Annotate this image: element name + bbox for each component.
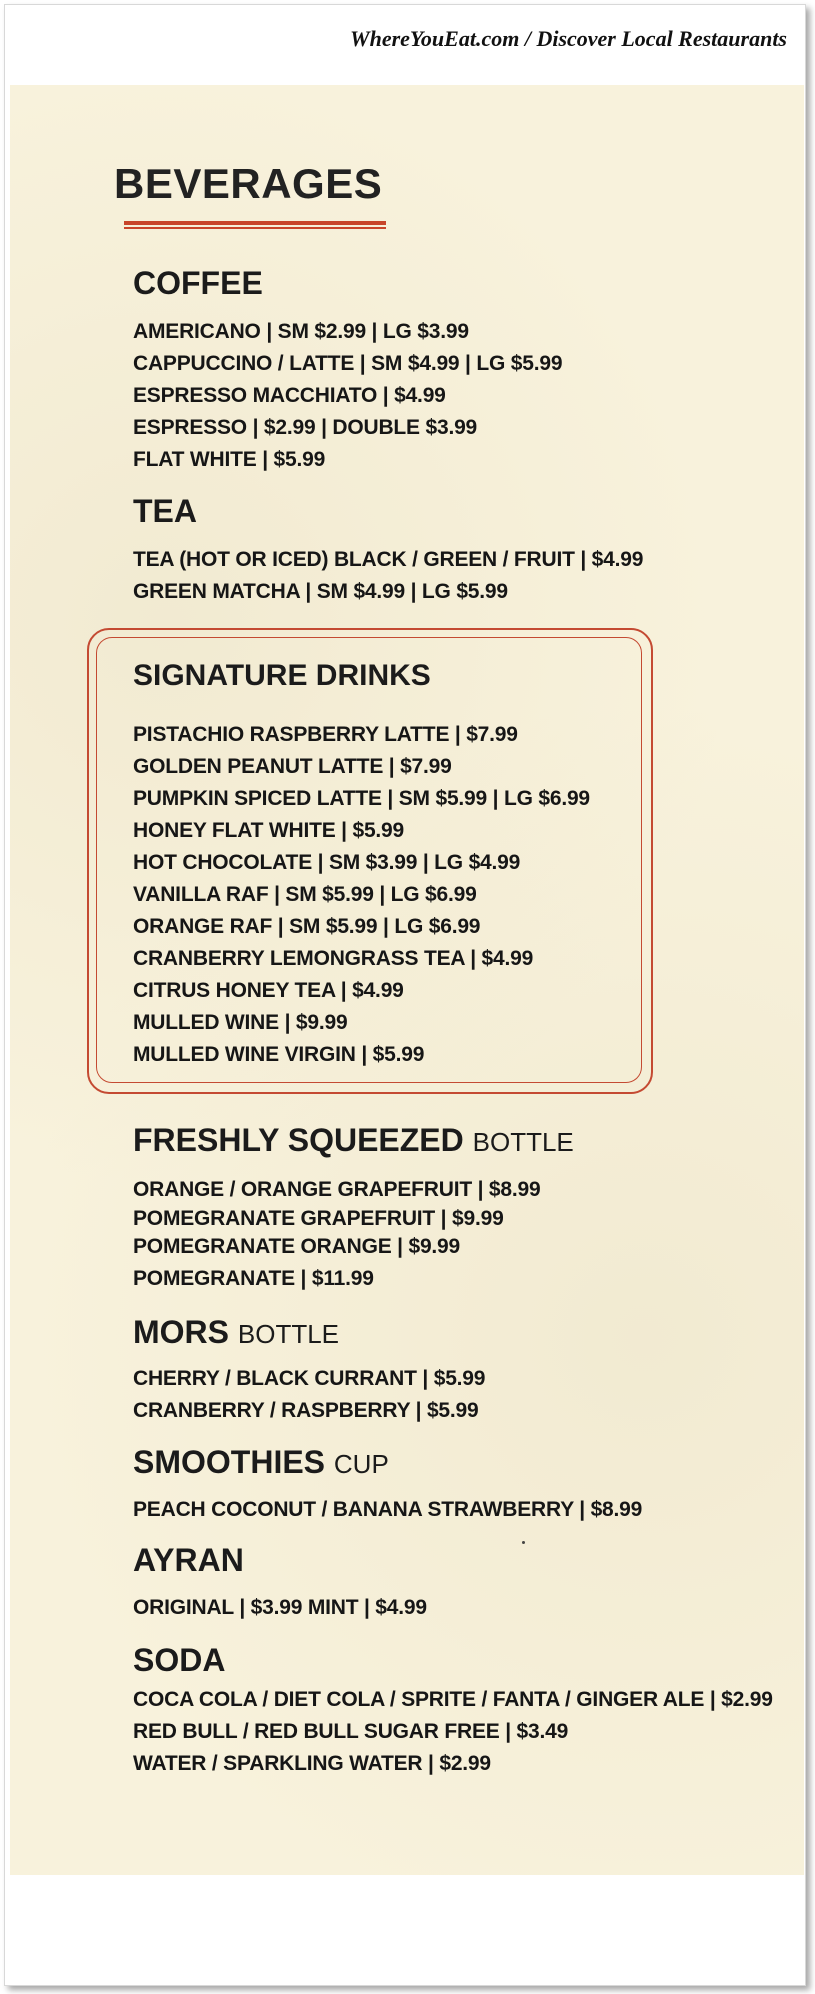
menu-item: PISTACHIO RASPBERRY LATTE | $7.99	[133, 723, 518, 746]
paper-speck	[522, 1541, 525, 1544]
section-heading-signature: SIGNATURE DRINKS	[133, 659, 431, 692]
section-heading-tea: TEA	[133, 493, 197, 529]
menu-item: MULLED WINE | $9.99	[133, 1011, 348, 1034]
menu-item: GREEN MATCHA | SM $4.99 | LG $5.99	[133, 580, 508, 603]
menu-item: CITRUS HONEY TEA | $4.99	[133, 979, 404, 1002]
section-subheading: CUP	[333, 1449, 389, 1479]
menu-item: MULLED WINE VIRGIN | $5.99	[133, 1043, 425, 1066]
section-heading-fresh: FRESHLY SQUEEZED BOTTLE	[133, 1122, 574, 1158]
menu-item: CRANBERRY LEMONGRASS TEA | $4.99	[133, 947, 534, 970]
section-subheading: BOTTLE	[472, 1127, 574, 1157]
menu-item: CRANBERRY / RASPBERRY | $5.99	[133, 1399, 479, 1422]
menu-item: WATER / SPARKLING WATER | $2.99	[133, 1752, 491, 1775]
menu-item: TEA (HOT OR ICED) BLACK / GREEN / FRUIT | $4.99	[133, 548, 644, 571]
menu-item: POMEGRANATE ORANGE | $9.99	[133, 1235, 461, 1258]
menu-item: ORIGINAL | $3.99 MINT | $4.99	[133, 1596, 427, 1619]
section-heading-coffee: COFFEE	[133, 265, 263, 301]
section-subheading: BOTTLE	[237, 1319, 340, 1349]
menu-item: POMEGRANATE GRAPEFRUIT | $9.99	[133, 1207, 504, 1230]
menu-item: HOT CHOCOLATE | SM $3.99 | LG $4.99	[133, 851, 521, 874]
menu-item: POMEGRANATE | $11.99	[133, 1267, 374, 1290]
menu-item: COCA COLA / DIET COLA / SPRITE / FANTA / GINGER ALE | $2.99	[133, 1688, 773, 1711]
menu-item: CAPPUCCINO / LATTE | SM $4.99 | LG $5.99	[133, 352, 563, 375]
section-heading-ayran: AYRAN	[133, 1542, 244, 1578]
menu-item: HONEY FLAT WHITE | $5.99	[133, 819, 405, 842]
menu-item: ORANGE / ORANGE GRAPEFRUIT | $8.99	[133, 1178, 541, 1201]
menu-item: PUMPKIN SPICED LATTE | SM $5.99 | LG $6.99	[133, 787, 590, 810]
menu-item: ESPRESSO MACCHIATO | $4.99	[133, 384, 446, 407]
menu-item: ORANGE RAF | SM $5.99 | LG $6.99	[133, 915, 481, 938]
menu-item: RED BULL / RED BULL SUGAR FREE | $3.49	[133, 1720, 569, 1743]
menu-item: GOLDEN PEANUT LATTE | $7.99	[133, 755, 452, 778]
menu-item: FLAT WHITE | $5.99	[133, 448, 326, 471]
title-underline	[124, 221, 386, 230]
menu-title: BEVERAGES	[114, 160, 383, 207]
menu-item: PEACH COCONUT / BANANA STRAWBERRY | $8.99	[133, 1498, 643, 1521]
section-heading-mors: MORS BOTTLE	[133, 1314, 340, 1350]
menu-item: AMERICANO | SM $2.99 | LG $3.99	[133, 320, 469, 343]
menu-item: VANILLA RAF | SM $5.99 | LG $6.99	[133, 883, 477, 906]
site-header: WhereYouEat.com / Discover Local Restaurants	[350, 26, 787, 51]
section-heading-smoothies: SMOOTHIES CUP	[133, 1444, 389, 1480]
menu-item: ESPRESSO | $2.99 | DOUBLE $3.99	[133, 416, 478, 439]
section-heading-soda: SODA	[133, 1642, 226, 1678]
menu-item: CHERRY / BLACK CURRANT | $5.99	[133, 1367, 486, 1390]
